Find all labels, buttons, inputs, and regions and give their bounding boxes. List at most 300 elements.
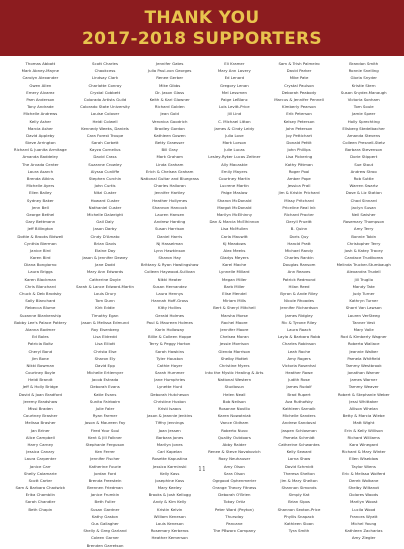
supporter-name: Howard Custer bbox=[90, 197, 120, 203]
supporter-name: Jane Dodd bbox=[95, 262, 115, 268]
supporter-name: Laura Roach bbox=[286, 326, 312, 332]
supporter-name: Tiffny Jennings bbox=[155, 420, 184, 426]
supporter-name: Courtney Martin bbox=[218, 176, 251, 181]
supporter-name: Christine Myers bbox=[219, 362, 250, 368]
supporter-name: Hannah Hoff-Gross bbox=[151, 298, 189, 304]
supporter-name: Ogrgood Ophenmerier bbox=[212, 477, 257, 483]
supporter-name: Heather Rowe bbox=[285, 370, 313, 376]
supporter-name: Gregory Lenan bbox=[219, 82, 249, 88]
supporter-name: Judith Rose bbox=[288, 377, 310, 383]
supporter-name: Harry Carney bbox=[27, 441, 54, 447]
supporter-name: Steve Arrington bbox=[25, 140, 56, 146]
supporter-name: Jan Briner bbox=[30, 427, 50, 433]
supporter-name: Jill Lind bbox=[227, 111, 242, 117]
supporter-name: Mike Gibbs bbox=[159, 82, 181, 88]
supporter-name: Amy Terry bbox=[353, 226, 374, 232]
supporter-name: Susan Gardner bbox=[90, 506, 120, 512]
supporter-name: Lucila Wood bbox=[352, 506, 376, 512]
supporter-name: Julie Faler bbox=[95, 406, 115, 411]
supporter-name: Colorado Artists Guild bbox=[83, 96, 127, 102]
supporter-name: Ally Macaskie bbox=[221, 161, 248, 167]
supporter-name: Charles Rankin bbox=[284, 255, 314, 261]
supporter-name: Billie & Colleen Hoppe bbox=[148, 334, 192, 340]
supporter-name: Helen Neall bbox=[223, 391, 246, 397]
supporter-name: Tammy Westbrook bbox=[345, 362, 382, 368]
supporter-name: Lisa McMullen bbox=[220, 226, 248, 232]
supporter-name: Pam Anderson bbox=[26, 96, 55, 102]
supporter-name: Kristie Stern bbox=[351, 82, 376, 88]
supporter-name: Janice Frumkin bbox=[90, 492, 120, 498]
supporter-name: Cara Forest Troupe bbox=[86, 132, 124, 138]
supporter-name: Jason & Melissa Edmund bbox=[81, 319, 129, 325]
supporter-name: Brian Sipos bbox=[288, 499, 310, 505]
supporter-name: Layla & Barbara Robb bbox=[277, 334, 321, 340]
supporter-name: Dr. Jason Glass bbox=[155, 89, 185, 95]
supporter-name: Barbara Stevenson bbox=[345, 147, 383, 153]
supporter-name: Rosemary Kerberos bbox=[150, 528, 189, 534]
supporter-name: Lisa Pickering bbox=[285, 154, 313, 160]
supporter-name: David & Joan Bradford bbox=[18, 391, 62, 397]
supporter-name: Kelsey Peterson bbox=[283, 118, 315, 124]
supporter-name: Bonnie Tobin bbox=[351, 233, 377, 239]
supporter-name: Catherine Schwantes bbox=[278, 441, 320, 447]
title-thank-you: THANK YOU bbox=[144, 8, 260, 28]
supporter-name: Susan Snyder-Manaugh bbox=[340, 89, 387, 95]
supporter-name: Katie Evans bbox=[93, 391, 117, 397]
supporter-name: Tanner Vest bbox=[352, 319, 375, 325]
supporter-name: Jamie Speer bbox=[352, 111, 376, 117]
supporter-name: Miriam Mills bbox=[222, 298, 246, 304]
supporter-name: Rob Suttle bbox=[353, 176, 374, 181]
supporter-name: Bob Neilson bbox=[222, 398, 246, 404]
supporter-name: Josh & Katey Tracey bbox=[344, 247, 383, 253]
supporter-name: Christopher Terry bbox=[346, 240, 381, 246]
supporter-name: Jennifer Gates bbox=[155, 61, 184, 66]
supporter-name: Holly Sprechting bbox=[347, 118, 380, 124]
supporter-name: Sarah Hummer bbox=[154, 370, 185, 376]
supporter-name: Chelsea Moran bbox=[219, 334, 249, 340]
supporter-name: Shelly Calamarie bbox=[23, 470, 57, 476]
supporter-name: Jason & Jeannie Jenkins bbox=[147, 413, 193, 419]
supporter-name: Sam & Trish Palmeiro bbox=[278, 61, 320, 66]
supporter-name: Nathaniel Custer bbox=[88, 204, 122, 210]
supporter-name: Charles Robinson bbox=[282, 341, 316, 347]
supporter-name: Richard & Juanita Armitage bbox=[13, 147, 67, 153]
supporter-name: Crystal Cobbett bbox=[89, 89, 121, 95]
supporter-name: Tony Andrade bbox=[27, 104, 54, 110]
supporter-name: Scott Carter bbox=[28, 477, 53, 483]
supporter-name: Amanda Stevens bbox=[347, 132, 381, 138]
supporter-name: Janice Bird bbox=[30, 247, 51, 253]
supporter-name: Kelly Asher bbox=[29, 118, 52, 124]
supporter-name: Kathryn Turner bbox=[349, 298, 379, 304]
supporter-name: Nj Hasselman bbox=[156, 240, 184, 246]
supporter-name: Lorna Shaw bbox=[287, 456, 311, 462]
supporter-name: Jessie Morrison bbox=[219, 341, 249, 347]
supporter-name: Amber Pope bbox=[287, 176, 311, 181]
supporter-name: Robert & Stephanie Weber bbox=[337, 391, 390, 397]
supporter-name: Karen Bird bbox=[30, 255, 51, 261]
supporter-name: Jeremy Bradshaw bbox=[23, 398, 58, 404]
header-banner bbox=[0, 0, 404, 56]
supporter-name: Richard Williams bbox=[347, 434, 380, 440]
supporter-column-1 bbox=[8, 60, 73, 512]
supporter-name: Julia Love bbox=[225, 132, 244, 138]
supporter-column-6 bbox=[331, 60, 396, 541]
supporter-name: Erin & Kelly Willison bbox=[344, 427, 383, 433]
supporter-name: Laura Hennys bbox=[156, 291, 184, 296]
supporter-name: Louis Keneson bbox=[155, 521, 184, 526]
supporter-name: Paige LeBlanc bbox=[220, 96, 248, 102]
supporter-name: Laura Asarch bbox=[27, 168, 54, 174]
supporter-name: Veronica Goodrich bbox=[151, 118, 188, 124]
supporter-name: Nicole Rhoades bbox=[284, 298, 315, 304]
supporter-name: Michael Randy bbox=[284, 247, 314, 253]
supporter-column-5 bbox=[267, 60, 332, 534]
supporter-name: James Rudolf bbox=[286, 384, 312, 390]
supporter-name: Missy Pritchard bbox=[284, 197, 314, 203]
supporter-name: Dan & Marcia McElhinnon bbox=[209, 219, 260, 225]
supporter-name: B. Quinn bbox=[290, 226, 308, 232]
supporter-name: Brenden Garretson bbox=[86, 542, 124, 548]
supporter-name: Sarah Corbett bbox=[91, 140, 119, 146]
supporter-name: Kathy Pittman bbox=[285, 161, 313, 167]
supporter-name: Ronnie Snelling bbox=[348, 68, 379, 74]
supporter-name: Janice Carr bbox=[29, 463, 51, 469]
supporter-name: Roxy Neuhauser bbox=[218, 456, 251, 462]
supporter-name: Nikki Bowman bbox=[26, 362, 55, 368]
supporter-name: David Appleby bbox=[26, 132, 55, 138]
supporter-name: John Curtis bbox=[94, 183, 116, 189]
supporter-name: Julie Lucas bbox=[224, 147, 245, 153]
supporter-name: Lisa Eldredd bbox=[93, 334, 117, 340]
supporter-name: Vance Oldham bbox=[220, 420, 249, 426]
supporter-name: Brandon Smith bbox=[349, 61, 379, 66]
supporter-name: Cathie Hoyer bbox=[156, 362, 183, 368]
supporter-name: Renee & Steve Novakovich bbox=[208, 449, 261, 455]
supporter-name: Coleen Garner bbox=[90, 535, 120, 541]
supporter-name: Jean Gold bbox=[160, 111, 179, 117]
supporter-name: Eli Kramer bbox=[224, 61, 245, 66]
supporter-name: John Phillips bbox=[287, 147, 311, 153]
supporter-name: Taylor Wiens bbox=[351, 463, 376, 469]
supporter-name: Patrick Redmond bbox=[282, 276, 316, 282]
supporter-name: Hilan Reed bbox=[288, 283, 310, 289]
supporter-name: Tokay Ortiz bbox=[223, 499, 246, 505]
supporter-name: Elaine Day bbox=[94, 247, 116, 253]
supporter-name: Sarah Chandler bbox=[25, 499, 56, 505]
supporter-name: Katherine Fourie bbox=[88, 463, 122, 469]
supporter-name: Shelby Wiltanot bbox=[348, 485, 379, 491]
supporter-name: Dolores Woods bbox=[349, 492, 379, 498]
supporter-name: Brenda Atkins bbox=[26, 176, 54, 181]
supporter-name: Amy Rogers bbox=[287, 355, 311, 361]
supporter-name: Mike Pate bbox=[289, 75, 309, 81]
supporter-name: Victoria Rosenhal bbox=[282, 362, 316, 368]
supporter-name: Michel Young bbox=[350, 521, 377, 526]
supporter-name: Donald Pettit bbox=[286, 140, 312, 146]
supporter-name: Richard & Mary Winter bbox=[341, 449, 386, 455]
supporter-name: Linda Graham bbox=[155, 161, 184, 167]
supporter-name: Pancane bbox=[226, 521, 243, 526]
supporter-name: Sally Blanchard bbox=[25, 298, 56, 304]
supporter-name: Marcus & Jennifer Pennell bbox=[274, 96, 324, 102]
supporter-name: Karen Blackman bbox=[24, 276, 57, 282]
supporter-name: Stephanie Ferguson bbox=[85, 441, 125, 447]
supporter-name: Laura Briggs bbox=[28, 269, 53, 275]
supporter-name: Victoria Sonham bbox=[347, 96, 380, 102]
supporter-name: Karel Mache bbox=[222, 262, 247, 268]
supporter-name: Chris Blanchard bbox=[24, 283, 56, 289]
supporter-name: Mark Graham bbox=[156, 154, 183, 160]
supporter-name: Gloria Snyder bbox=[350, 75, 377, 81]
supporter-name: Colleen Haywood-Sullivan bbox=[144, 269, 195, 275]
supporter-name: Nitzi Custer bbox=[93, 190, 117, 196]
supporter-name: Carolyn Alexander bbox=[22, 75, 59, 81]
supporter-name: Kennedy Weeks, Daniels bbox=[81, 125, 129, 131]
supporter-name: Shannon Sexton-Price bbox=[277, 506, 321, 512]
supporter-name: Sarah Hawkins bbox=[155, 348, 185, 354]
supporter-name: Priceline Real Ink bbox=[282, 204, 316, 210]
supporter-name: Suzanne Crowley bbox=[88, 161, 122, 167]
supporter-name: Amy Ziegler bbox=[351, 535, 376, 541]
supporter-name: Alyssa Cunliffe bbox=[90, 168, 120, 174]
supporter-name: Sarah & Lance Edward-Martin bbox=[76, 283, 134, 289]
supporter-name: Marcia Asher bbox=[27, 125, 53, 131]
supporter-name: Mary Ann Lavery bbox=[217, 68, 251, 74]
supporter-name: Simply Kat bbox=[288, 492, 310, 498]
supporter-name: Rebecca Blume bbox=[25, 305, 56, 311]
supporter-name: National Guitar and Bluegrass bbox=[140, 176, 199, 181]
supporter-name: Ken Ferrer bbox=[95, 449, 115, 455]
supporter-name: James Warner bbox=[350, 377, 378, 383]
supporter-name: John Peterson bbox=[285, 125, 313, 131]
supporter-name: Courtney Boyle bbox=[25, 370, 56, 376]
supporter-name: Jaspen Schlosman bbox=[281, 427, 317, 433]
supporter-name: Renee Gerber bbox=[156, 75, 184, 81]
supporter-name: Marilyn Jones bbox=[156, 441, 183, 447]
supporter-name: Gary Bettmann bbox=[25, 219, 56, 225]
supporter-name: Sara Olson bbox=[223, 470, 245, 476]
supporter-name: David Schmidt bbox=[284, 463, 314, 469]
supporter-name: Tom Dunn bbox=[95, 298, 115, 304]
supporter-name: Roger Pool bbox=[288, 168, 310, 174]
supporter-name: James & Cindy Leidy bbox=[214, 125, 255, 131]
supporter-name: Roberto Nuvo bbox=[221, 427, 248, 433]
supporter-name: Daniel Harris bbox=[157, 233, 183, 239]
supporter-name: Brennen Friedman bbox=[87, 485, 123, 491]
supporter-name: Lynette Hunt bbox=[157, 384, 183, 390]
supporter-name: Shannon Hancock bbox=[152, 204, 188, 210]
supporter-name: Phyllis Snapack bbox=[283, 513, 315, 519]
supporter-name: Jennifer Hartley bbox=[154, 190, 185, 196]
supporter-name: Jeannie Walker bbox=[349, 348, 379, 354]
supporter-name: Kristin Kelvin bbox=[157, 506, 183, 512]
supporter-name: Kirk Eddie bbox=[95, 305, 115, 311]
supporter-name: Quality Outdoors bbox=[217, 434, 251, 440]
supporter-name: Kathleen Zacharias bbox=[344, 528, 383, 534]
supporter-name: Beth Chapin bbox=[28, 506, 53, 512]
supporter-name: Erika Chamblin bbox=[25, 492, 56, 498]
supporter-name: Crystal Paulson bbox=[284, 82, 314, 88]
supporter-name: Bradley Gordon bbox=[154, 125, 185, 131]
supporter-name: Kara Winegard bbox=[349, 441, 379, 447]
supporter-name: Tom Soule bbox=[353, 104, 374, 110]
supporter-name: Lauren VerSteeg bbox=[347, 312, 380, 318]
supporter-name: Charlotte Conroy bbox=[88, 82, 122, 88]
supporter-name: Sunita Fairbairn bbox=[89, 398, 121, 404]
supporter-name: National Western bbox=[217, 377, 252, 383]
supporter-name: Jessica Karminski bbox=[152, 463, 187, 469]
supporter-name: Marsha Morse bbox=[220, 312, 248, 318]
supporter-name: Shelly & Greg Garland bbox=[83, 528, 127, 534]
supporter-name: Charles Halloran bbox=[153, 183, 186, 189]
supporter-name: Rosette Kapustina bbox=[152, 456, 188, 462]
title-supporters: 2017-2018 SUPPORTERS bbox=[82, 29, 322, 49]
supporter-name: Tyler Houston bbox=[156, 355, 183, 361]
supporter-name: Bill Gray bbox=[161, 147, 178, 153]
supporter-name: Frances Wyatt bbox=[349, 513, 378, 519]
supporter-name: Jim & Mary Shelton bbox=[280, 477, 318, 483]
supporter-name: David Crass bbox=[93, 154, 117, 160]
supporter-name: Orange Theory Fitness bbox=[212, 485, 257, 491]
supporter-name: Amanda Baddeley bbox=[22, 154, 59, 160]
supporter-name: Jim & Kristin Prichard bbox=[278, 190, 320, 196]
supporter-name: Chaokcess bbox=[94, 68, 116, 74]
supporter-name: Ryan Farmer bbox=[92, 413, 118, 419]
supporter-name: Andy & Kim Kelly bbox=[153, 499, 187, 505]
supporter-name: Paul & Maureen Holmes bbox=[146, 319, 193, 325]
supporter-name: James Ridgley bbox=[285, 312, 313, 318]
supporter-name: Louis Drury bbox=[93, 291, 117, 296]
supporter-name: Patricia Boltz bbox=[27, 341, 53, 347]
supporter-name: Sam & Barbara Chadwick bbox=[15, 485, 66, 491]
supporter-name: Emily Mayers bbox=[221, 168, 248, 174]
supporter-name: Lesley-Ryker Lucas Zeitner bbox=[208, 154, 261, 160]
supporter-name: Andrew Harding bbox=[154, 219, 186, 225]
supporter-name: Marilyn McElhinny bbox=[216, 211, 253, 217]
supporter-name: Catherine Doyle bbox=[89, 276, 121, 282]
supporter-name: Kathy Gaston bbox=[91, 513, 119, 519]
supporter-name: Glenda Morrison bbox=[218, 348, 251, 354]
supporter-name: Ellen Bailey bbox=[29, 190, 52, 196]
supporter-name: Marilyn Woost bbox=[349, 499, 378, 505]
supporter-name: Michelle Ayers bbox=[26, 183, 55, 189]
supporter-name: Heidi Brandt bbox=[28, 377, 53, 383]
supporter-name: Judy Turner bbox=[352, 291, 375, 296]
supporter-name: Carla Mauwitt bbox=[220, 233, 248, 239]
supporter-name: Jacob Estrada bbox=[91, 377, 119, 383]
supporter-name: Ed Lenard bbox=[224, 75, 245, 81]
supporter-name: Stephen Curchin bbox=[88, 176, 122, 181]
supporter-name: Michelle Ertlemyer bbox=[86, 370, 124, 376]
supporter-name: Theresa Shelton bbox=[283, 470, 315, 476]
supporter-name: Courtney Brasher bbox=[23, 413, 58, 419]
supporter-name: Lindsay Clark bbox=[91, 75, 119, 81]
supporter-name: Ellen Wiseblow bbox=[349, 456, 379, 462]
supporter-name: Timothy Egan bbox=[91, 312, 119, 318]
supporter-name: Alanna Bodmer bbox=[25, 326, 56, 332]
supporter-name: Dorie Stippert bbox=[350, 154, 378, 160]
supporter-name: Pamela Whitfield bbox=[347, 355, 381, 361]
supporter-name: Abby Raider bbox=[222, 441, 247, 447]
supporter-name: Margot McDonald bbox=[217, 204, 252, 210]
supporter-name: Sharon McDonald bbox=[217, 197, 252, 203]
supporter-name: Kristi Isaacs bbox=[158, 406, 182, 411]
supporter-name: Mark Abney-Mayne bbox=[21, 68, 60, 74]
supporter-name: Into the Mystic Healing & Arts bbox=[205, 370, 264, 376]
supporter-name: Doris Quy bbox=[289, 233, 309, 239]
supporter-name: Lauren Hansen bbox=[155, 211, 185, 217]
supporter-name: Matt Wight bbox=[353, 420, 375, 426]
supporter-name: Sharon Ely bbox=[94, 355, 116, 361]
supporter-name: Cindy D'Amato bbox=[90, 233, 120, 239]
supporter-name: George Bethel bbox=[26, 211, 55, 217]
supporter-name: Kelly Kass bbox=[159, 470, 180, 476]
supporter-name: Kent & Jill Falkner bbox=[88, 434, 122, 440]
supporter-name: Betty Graesser bbox=[155, 140, 185, 146]
supporter-name: Andrew Sandoval bbox=[282, 420, 316, 426]
supporter-name: Chad Sinnard bbox=[350, 197, 377, 203]
supporter-name: Mel Lessmen bbox=[221, 89, 247, 95]
supporter-name: David Epp bbox=[95, 362, 115, 368]
supporter-name: Allison Whelan bbox=[349, 406, 379, 411]
supporter-name: Dave & Liz Station bbox=[345, 190, 382, 196]
supporter-name: Kj Meadows bbox=[222, 240, 246, 246]
supporter-name: Mary Keeley bbox=[157, 485, 182, 491]
supporter-name: Suzanne Blankenship bbox=[19, 312, 62, 318]
supporter-name: Warren Swartz bbox=[349, 183, 378, 189]
supporter-name: Melinda Trucker-Stumbaugh bbox=[336, 262, 391, 268]
supporter-name: Heidi Colwell bbox=[92, 118, 118, 124]
supporter-name: Richard Procter bbox=[284, 211, 314, 217]
supporter-name: Nikki Heater bbox=[157, 276, 182, 282]
supporter-name: Tyra Smith bbox=[288, 528, 310, 534]
supporter-name: Mary Ann Edwards bbox=[86, 269, 124, 275]
supporter-name: Lisa Elliott bbox=[94, 341, 116, 347]
supporter-name: Roberta Wallace bbox=[347, 341, 380, 347]
supporter-name: Andrew Stroo bbox=[350, 168, 377, 174]
supporter-name: Gail Daly bbox=[96, 219, 114, 225]
supporter-name: Julia Paul-von Georges bbox=[147, 68, 192, 74]
supporter-name: Jill Truglio bbox=[354, 276, 373, 282]
supporter-name: Rachel Moore bbox=[221, 319, 248, 325]
supporter-name: Rosemary Thompson bbox=[343, 219, 385, 225]
supporter-name: Jessica Canary bbox=[26, 449, 55, 455]
supporter-name: Mandy Tate bbox=[352, 283, 375, 289]
supporter-name: Jim Bone bbox=[31, 355, 49, 361]
supporter-name: Josephine Kass bbox=[155, 477, 185, 483]
supporter-name: Melissa Brasher bbox=[24, 420, 56, 426]
supporter-name: Erich & Chelsea Graham bbox=[145, 168, 194, 174]
supporter-column-2 bbox=[73, 60, 138, 548]
supporter-name: Sharon Hay bbox=[158, 255, 181, 261]
supporter-name: Beth Fuller bbox=[94, 499, 116, 505]
supporter-name: Bert & Sheryl Mitchell bbox=[213, 305, 256, 311]
supporter-name: Laura Carpenter bbox=[24, 456, 57, 462]
supporter-name: Roy Eisenberg bbox=[91, 326, 119, 332]
supporter-name: Fired Your Soul bbox=[90, 427, 120, 433]
supporter-name: Ric & Tyrone Riley bbox=[281, 319, 317, 325]
supporter-name: Erik Peterson bbox=[286, 111, 312, 117]
supporter-name: Eric & Melissa Wolferd bbox=[342, 470, 386, 476]
supporter-name: William Keneson bbox=[153, 513, 186, 519]
supporter-name: Deborah Peabody bbox=[281, 89, 317, 95]
supporter-name: Michelle Dalwright bbox=[87, 211, 124, 217]
supporter-name: Pamela Schmidt bbox=[283, 434, 315, 440]
supporter-name: Bobby Lee's Palace Pottery bbox=[14, 319, 67, 325]
supporter-name: Thursday bbox=[225, 513, 244, 519]
